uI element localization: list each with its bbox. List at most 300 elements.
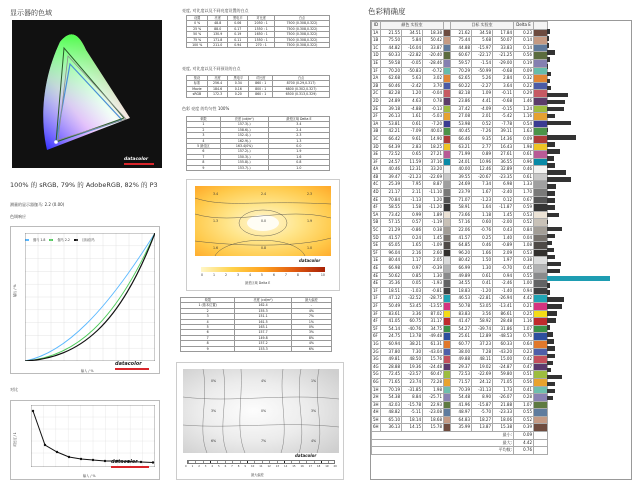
ref-value: -0.72: [423, 67, 444, 75]
meas-value: 82.18: [451, 90, 472, 98]
patch-swatch: [444, 234, 451, 242]
accuracy-row: [372, 166, 548, 174]
table-cell: Movie: [187, 86, 208, 91]
ref-value: 53.45: [402, 302, 423, 310]
meas-value: 12.46: [472, 166, 493, 174]
scale-tick: 14: [283, 465, 288, 468]
patch-swatch: [444, 37, 451, 45]
patch-id: 1F: [372, 295, 381, 303]
deltae-value: 1.98: [514, 143, 534, 151]
table-header: 设置: [187, 16, 208, 21]
summary-label: 最大:: [372, 439, 514, 447]
scale-tick: 6: [272, 273, 275, 277]
deltae-value: 0.09: [514, 135, 534, 143]
ref-value: -16.04: [402, 44, 423, 52]
ref-value: 34.75: [423, 325, 444, 333]
meas-value: -20.67: [472, 173, 493, 181]
accuracy-row: [372, 29, 548, 37]
accuracy-row: [372, 113, 548, 121]
accuracy-row: [372, 97, 548, 105]
deltae-value: 1.07: [514, 401, 534, 409]
meas-value: 35.99: [451, 424, 472, 432]
accuracy-row: [372, 120, 548, 128]
meas-value: 4.41: [472, 97, 493, 105]
accuracy-row: [372, 219, 548, 227]
meas-value: 10.96: [472, 158, 493, 166]
ref-value: 48.50: [402, 356, 423, 364]
accuracy-row: [372, 386, 548, 394]
meas-value: -7.26: [472, 128, 493, 136]
meas-value: 62.65: [451, 75, 472, 83]
meas-value: 48.11: [472, 356, 493, 364]
legend-label-3: 目标伽马: [81, 238, 95, 242]
deltae-bar: [547, 318, 556, 323]
meas-value: -0.15: [493, 105, 514, 113]
patch-swatch-2: [534, 386, 548, 394]
table-cell: 1.6: [268, 154, 329, 159]
lum-table2-title: 亮度, 对比度以及不同预设的白点: [182, 66, 241, 71]
scale-tick: 20: [333, 465, 337, 468]
deltae-bar: [547, 375, 562, 380]
deltae-value: 0.14: [514, 44, 534, 52]
meas-value: 25.61: [451, 333, 472, 341]
table-cell: 7500 (0.308,0.322): [274, 37, 329, 42]
patch-swatch-2: [534, 394, 548, 402]
deltae-value: 0.56: [514, 378, 534, 386]
patch-swatch: [444, 105, 451, 113]
meas-value: 21.62: [451, 29, 472, 37]
heatmap2-logo: datacolor: [295, 453, 317, 458]
ref-value: 48.82: [381, 409, 402, 417]
meas-value: 0.12: [493, 196, 514, 204]
meas-value: 39.55: [451, 173, 472, 181]
ref-value: 65.10: [381, 416, 402, 424]
ref-value: 60.46: [381, 82, 402, 90]
ref-value: 70.20: [381, 67, 402, 75]
contrast-xlabel: 输入 / %: [83, 474, 96, 478]
patch-id: 3B: [372, 128, 381, 136]
meas-value: 31.86: [493, 325, 514, 333]
meas-value: -7.78: [493, 120, 514, 128]
table-cell: 0.16: [228, 86, 249, 91]
lum-table1-title: 亮度, 对比度以及不同亮度设置的白点: [182, 8, 249, 13]
ref-value: 50.62: [381, 272, 402, 280]
patch-swatch-2: [534, 181, 548, 189]
meas-value: 57.16: [451, 219, 472, 227]
patch-swatch-2: [534, 310, 548, 318]
deltae-bar: [547, 311, 557, 316]
ref-value: -0.04: [423, 90, 444, 98]
patch-swatch: [444, 59, 451, 67]
accuracy-row: [372, 318, 548, 326]
meas-value: 70.29: [451, 67, 472, 75]
table-cell: 162.9(-): [220, 138, 268, 143]
meas-value: 54.48: [451, 394, 472, 402]
deltae-value: 0.96: [514, 158, 534, 166]
patch-id: 2A: [372, 75, 381, 83]
deltae-value: 0.54: [514, 120, 534, 128]
accuracy-row: [372, 90, 548, 98]
ref-value: 0.99: [402, 211, 423, 219]
deltae-value: 0.09: [514, 67, 534, 75]
accuracy-row: [372, 287, 548, 295]
meas-value: -2.46: [493, 280, 514, 288]
patch-swatch-2: [534, 265, 548, 273]
deltae-value: 0.21: [514, 302, 534, 310]
ref-value: -1.03: [402, 287, 423, 295]
patch-swatch-2: [534, 287, 548, 295]
heatmap-label: 1%: [311, 379, 317, 383]
deltae-bar: [547, 368, 551, 373]
deltae-bar: [547, 227, 562, 232]
ref-value: -15.78: [402, 401, 423, 409]
meas-value: 13.87: [472, 424, 493, 432]
meas-value: -0.89: [493, 242, 514, 250]
patch-id: 3G: [372, 356, 381, 364]
meas-value: 15.00: [493, 356, 514, 364]
accuracy-row: [372, 105, 548, 113]
ref-value: 0.61: [402, 120, 423, 128]
summary-row: [372, 432, 548, 440]
patch-swatch: [444, 158, 451, 166]
accuracy-row: [372, 325, 548, 333]
meas-value: 12.89: [472, 333, 493, 341]
table-header: 亮度 (cd/m²): [220, 117, 268, 122]
table-cell: 2.3: [268, 133, 329, 138]
patch-swatch-2: [534, 44, 548, 52]
deltae-bar: [547, 198, 555, 203]
meas-value: 41.57: [451, 234, 472, 242]
patch-swatch-2: [534, 333, 548, 341]
patch-id: 4E: [372, 272, 381, 280]
deltae-bar: [547, 346, 555, 351]
ref-value: 96.04: [381, 249, 402, 257]
ref-value: -22.82: [402, 52, 423, 60]
table-cell: 2.4: [268, 127, 329, 132]
meas-value: -39.74: [472, 325, 493, 333]
patch-swatch: [444, 265, 451, 273]
heatmap1-logo: datacolor: [299, 258, 321, 263]
ref-value: -4.88: [402, 105, 423, 113]
accuracy-row: [372, 242, 548, 250]
ref-value: 72.45: [381, 371, 402, 379]
patch-id: 5E: [372, 242, 381, 250]
patch-id: 2D: [372, 97, 381, 105]
table-cell: 4: [187, 138, 221, 143]
deltae-bar: [547, 325, 550, 330]
meas-value: 60.22: [451, 82, 472, 90]
scale-tick: 7: [231, 465, 233, 468]
heatmap-label: 4%: [311, 439, 317, 443]
ref-value: 80.44: [381, 257, 402, 265]
deltae-bar: [547, 297, 564, 302]
scale-tick: 2: [198, 465, 200, 468]
deltae-bar: [547, 128, 548, 133]
ref-value: -13.55: [423, 302, 444, 310]
meas-value: -5.70: [472, 409, 493, 417]
deltae-bar: [547, 36, 549, 41]
deltae-value: 0.23: [514, 348, 534, 356]
ref-value: 24.75: [381, 333, 402, 341]
gamut-diagram: [12, 20, 162, 168]
ref-value: 38.21: [402, 340, 423, 348]
lum-table1: [186, 15, 330, 48]
scale-tick: 18: [316, 465, 321, 468]
ref-value: -11.10: [423, 189, 444, 197]
patch-id: 1F: [372, 67, 381, 75]
meas-value: 0.94: [493, 272, 514, 280]
ref-value: 42.21: [381, 128, 402, 136]
gamma-ylabel: 输出 / %: [13, 284, 17, 297]
table-cell: 155.8(-): [220, 160, 268, 165]
meas-value: -13.41: [493, 302, 514, 310]
deltae-value: 1.46: [514, 97, 534, 105]
patch-swatch: [444, 333, 451, 341]
table-header: 黑电平: [228, 76, 249, 81]
scale-tick: 7: [284, 273, 287, 277]
patch-id: 5D: [372, 234, 381, 242]
table-cell: 6%: [291, 346, 331, 351]
table-cell: 0%: [291, 325, 331, 330]
summary-row: [372, 439, 548, 447]
ref-value: 18.25: [423, 143, 444, 151]
deltae-bar: [547, 354, 555, 359]
patch-swatch-2: [534, 113, 548, 121]
ref-value: 2.83: [402, 143, 423, 151]
deltae-value: 1.63: [514, 128, 534, 136]
patch-swatch-2: [534, 204, 548, 212]
patch-id: 4E: [372, 196, 381, 204]
table-cell: -: [291, 303, 331, 308]
ref-value: 31.17: [423, 318, 444, 326]
ref-value: 0.65: [402, 151, 423, 159]
ref-value: -20.40: [423, 52, 444, 60]
meas-value: 3.64: [493, 82, 514, 90]
ref-value: 24.89: [381, 97, 402, 105]
patch-swatch: [444, 189, 451, 197]
deltae-heatmap: [186, 179, 340, 291]
table-header: 预设: [187, 76, 208, 81]
ref-value: 21.17: [381, 189, 402, 197]
table-cell: 1.0: [268, 165, 329, 170]
deltae-bar: [547, 184, 556, 189]
meas-value: 7.34: [472, 181, 493, 189]
ref-value: -1.93: [423, 280, 444, 288]
ref-value: 7.30: [402, 348, 423, 356]
deltae-value: 0.04: [514, 234, 534, 242]
table-cell: 153.7(-): [220, 165, 268, 170]
meas-value: 33.83: [493, 44, 514, 52]
deltae-value: 0.23: [514, 29, 534, 37]
scale-tick: 19: [325, 465, 329, 468]
meas-value: 2.84: [493, 75, 514, 83]
accuracy-panel: [370, 20, 632, 480]
accuracy-row: [372, 211, 548, 219]
accuracy-row: [372, 424, 548, 432]
patch-swatch-2: [534, 211, 548, 219]
accuracy-row: [372, 401, 548, 409]
meas-value: 60.33: [493, 340, 514, 348]
heatmap-label: 1.3: [213, 219, 219, 223]
meas-value: -22.69: [472, 371, 493, 379]
patch-swatch-2: [534, 348, 548, 356]
meas-value: -4.09: [472, 105, 493, 113]
ref-value: -49.48: [423, 333, 444, 341]
ref-value: -43.04: [423, 348, 444, 356]
accuracy-row: [372, 272, 548, 280]
patch-id: 1G: [372, 340, 381, 348]
ref-value: 1.20: [402, 90, 423, 98]
deltae-value: 0.53: [514, 211, 534, 219]
deltae-bar: [547, 339, 554, 344]
ref-value: 1.98: [423, 386, 444, 394]
patch-id: 2G: [372, 348, 381, 356]
patch-swatch: [444, 363, 451, 371]
meas-value: 86.61: [493, 310, 514, 318]
col-header-deltae: Delta E: [514, 22, 534, 30]
patch-swatch: [444, 29, 451, 37]
deltae-value: 1.24: [514, 105, 534, 113]
meas-value: 64.85: [451, 242, 472, 250]
scale-tick: 10: [250, 465, 255, 468]
accuracy-row: [372, 135, 548, 143]
patch-swatch: [444, 166, 451, 174]
ref-value: 1.20: [423, 196, 444, 204]
meas-value: -31.13: [472, 386, 493, 394]
ref-value: -0.39: [423, 265, 444, 273]
accuracy-row: [372, 151, 548, 159]
summary-value: 0.76: [514, 447, 534, 455]
table-cell: 1.3: [268, 138, 329, 143]
ref-value: -28.46: [423, 59, 444, 67]
patch-swatch: [444, 82, 451, 90]
meas-value: 49.89: [451, 272, 472, 280]
patch-id: 5A: [372, 211, 381, 219]
meas-value: -15.97: [472, 44, 493, 52]
patch-id: 1A: [372, 29, 381, 37]
meas-value: -23.33: [493, 409, 514, 417]
gamut-title: 显示器的色域: [10, 9, 52, 17]
ref-value: 33.87: [423, 44, 444, 52]
patch-swatch-2: [534, 151, 548, 159]
ref-value: 0.38: [423, 227, 444, 235]
ref-value: 54.14: [381, 325, 402, 333]
meas-value: 1.09: [472, 90, 493, 98]
ref-value: 66.98: [381, 265, 402, 273]
table-header: 亮度: [207, 76, 227, 81]
ref-value: 24.57: [381, 158, 402, 166]
deltae-value: 1.07: [514, 325, 534, 333]
patch-id: 5H: [372, 416, 381, 424]
meas-value: 71.99: [451, 151, 472, 159]
meas-value: 1.50: [472, 257, 493, 265]
ref-value: 5.63: [402, 75, 423, 83]
meas-value: 0.25: [472, 234, 493, 242]
deltae-bar: [547, 156, 554, 161]
uniformity-table: [186, 116, 330, 171]
meas-value: 6.98: [493, 181, 514, 189]
deltae-bar: [547, 304, 562, 309]
summary-row: [372, 447, 548, 455]
ref-value: 59.58: [381, 59, 402, 67]
patch-swatch: [444, 272, 451, 280]
scale-tick: 5: [217, 465, 220, 468]
ref-value: -11.20: [423, 204, 444, 212]
meas-value: 41.96: [451, 401, 472, 409]
table-cell: 162.4: [235, 303, 291, 308]
ref-value: 53.81: [381, 120, 402, 128]
ref-value: 5.84: [402, 37, 423, 45]
deltae-bar: [547, 269, 560, 274]
table-cell: 211.0: [208, 43, 228, 48]
ref-value: 35.36: [381, 280, 402, 288]
scale-tick: 15: [292, 465, 296, 468]
ref-value: 13.78: [402, 333, 423, 341]
deltae-value: 1.16: [514, 318, 534, 326]
table-cell: 860 : 1: [249, 92, 273, 97]
meas-value: 5.68: [472, 37, 493, 45]
table-cell: 7: [187, 154, 221, 159]
meas-value: 1.30: [472, 265, 493, 273]
ref-value: 47.12: [381, 295, 402, 303]
meas-value: 1.64: [472, 204, 493, 212]
patch-swatch: [444, 67, 451, 75]
table-cell: 3%: [291, 330, 331, 335]
patch-id: 2H: [372, 394, 381, 402]
deltae-value: 0.64: [514, 340, 534, 348]
table-header: 对比度: [249, 76, 273, 81]
deltae-value: 0.55: [514, 272, 534, 280]
deltae-legend-title: 最差区域 Delta E: [245, 281, 271, 285]
meas-value: 9.35: [472, 135, 493, 143]
luminance-scale-ticks: [185, 465, 337, 468]
patch-swatch-2: [534, 128, 548, 136]
patch-swatch-2: [534, 196, 548, 204]
gamut-logo: datacolor: [124, 157, 149, 162]
patch-swatch-2: [534, 59, 548, 67]
table-row: [187, 92, 330, 97]
table-cell: 0.17: [228, 26, 248, 31]
deltae-bar: [547, 121, 571, 126]
meas-value: 1.97: [493, 257, 514, 265]
scale-tick: 10: [320, 273, 325, 277]
deltae-bar: [547, 177, 571, 182]
scale-tick: 6: [224, 465, 227, 468]
deltae-value: 1.08: [514, 242, 534, 250]
deltae-bar: [547, 79, 550, 84]
accuracy-title: 色彩精确度: [368, 7, 406, 16]
ref-value: -7.20: [423, 120, 444, 128]
deltae-bar: [547, 332, 553, 337]
table-header: 最差区域 Delta E: [268, 117, 329, 122]
meas-value: 8.90: [472, 394, 493, 402]
ref-value: 39.18: [381, 105, 402, 113]
deltae-bar: [547, 29, 550, 34]
deltae-value: 0.47: [514, 363, 534, 371]
scale-tick: 17: [308, 465, 312, 468]
ref-value: 82.28: [381, 90, 402, 98]
accuracy-row: [372, 363, 548, 371]
accuracy-row: [372, 82, 548, 90]
deltae-color-scale: [201, 267, 325, 272]
accuracy-row: [372, 173, 548, 181]
table-cell: 4%: [291, 308, 331, 313]
patch-swatch: [444, 196, 451, 204]
gamma-title: 测量的显示器伽马: 2.2 (0.00): [10, 202, 65, 207]
patch-id: 5F: [372, 325, 381, 333]
accuracy-row: [372, 280, 548, 288]
ref-value: 1.58: [402, 204, 423, 212]
